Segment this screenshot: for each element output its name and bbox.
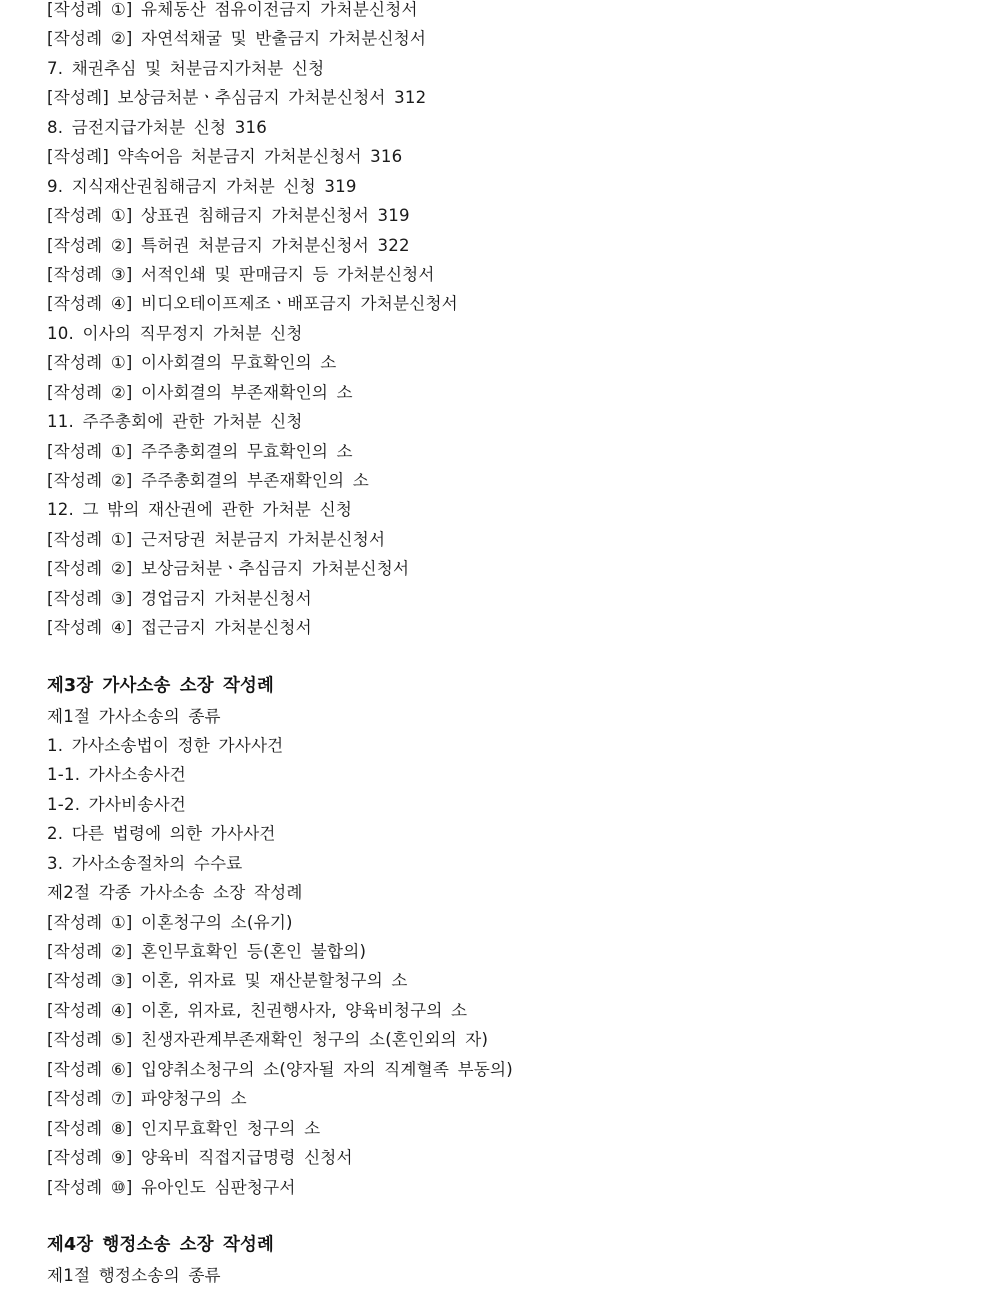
toc-line: 3. 가사소송절차의 수수료 — [47, 853, 243, 873]
toc-line: 제1절 가사소송의 종류 — [47, 706, 221, 726]
toc-line: [작성례 ①] 이혼청구의 소(유기) — [47, 912, 293, 932]
toc-line: [작성례 ②] 자연석채굴 및 반출금지 가처분신청서 — [47, 29, 427, 49]
toc-line: 12. 그 밖의 재산권에 관한 가처분 신청 — [47, 500, 353, 520]
toc-line: [작성례 ①] 상표권 침해금지 가처분신청서 319 — [47, 206, 410, 226]
toc-line: [작성례 ①] 유체동산 점유이전금지 가처분신청서 — [47, 0, 418, 19]
toc-line: 11. 주주총회에 관한 가처분 신청 — [47, 412, 303, 432]
toc-line: [작성례 ④] 이혼, 위자료, 친권행사자, 양육비청구의 소 — [47, 1000, 468, 1020]
toc-line: [작성례 ④] 비디오테이프제조ㆍ배포금지 가처분신청서 — [47, 294, 458, 314]
toc-line: [작성례 ⑤] 친생자관계부존재확인 청구의 소(혼인외의 자) — [47, 1030, 489, 1050]
toc-line: [작성례 ⑩] 유아인도 심판청구서 — [47, 1177, 296, 1197]
toc-line: [작성례 ⑥] 입양취소청구의 소(양자될 자의 직계혈족 부동의) — [47, 1059, 513, 1079]
toc-line: [작성례 ②] 이사회결의 부존재확인의 소 — [47, 382, 353, 402]
blank-line — [47, 643, 967, 672]
toc-line: 7. 채권추심 및 처분금지가처분 신청 — [47, 58, 325, 78]
toc-line: [작성례 ③] 이혼, 위자료 및 재산분할청구의 소 — [47, 971, 408, 991]
toc-line: [작성례 ②] 보상금처분ㆍ추심금지 가처분신청서 — [47, 559, 410, 579]
toc-line: [작성례 ②] 주주총회결의 부존재확인의 소 — [47, 471, 369, 490]
toc-line: 1-2. 가사비송사건 — [47, 794, 187, 814]
toc-line: [작성례 ①] 이사회결의 무효확인의 소 — [47, 353, 337, 373]
toc-line: 2. 다른 법령에 의한 가사사건 — [47, 824, 276, 844]
toc-line: 1-1. 가사소송사건 — [47, 765, 187, 785]
toc-line: [작성례 ③] 서적인쇄 및 판매금지 등 가처분신청서 — [47, 264, 435, 284]
toc-line: [작성례 ⑦] 파양청구의 소 — [47, 1089, 247, 1109]
toc-line: [작성례 ①] 주주총회결의 무효확인의 소 — [47, 441, 353, 461]
blank-line — [47, 1202, 967, 1231]
toc-line: [작성례 ①] 근저당권 처분금지 가처분신청서 — [47, 529, 386, 549]
table-of-contents — [47, 0, 967, 1290]
toc-line: [작성례 ⑧] 인지무효확인 청구의 소 — [47, 1118, 321, 1138]
toc-line: [작성례] 보상금처분ㆍ추심금지 가처분신청서 312 — [47, 88, 427, 108]
toc-line: [작성례 ②] 혼인무효확인 등(혼인 불합의) — [47, 942, 367, 961]
toc-line: 1. 가사소송법이 정한 가사사건 — [47, 735, 284, 755]
toc-line: 10. 이사의 직무정지 가처분 신청 — [47, 323, 303, 343]
toc-line: [작성례] 약속어음 처분금지 가처분신청서 316 — [47, 147, 403, 167]
toc-line: [작성례 ③] 경업금지 가처분신청서 — [47, 588, 312, 608]
toc-line: 8. 금전지급가처분 신청 316 — [47, 117, 267, 137]
toc-line: [작성례 ⑨] 양육비 직접지급명령 신청서 — [47, 1148, 353, 1168]
toc-line: 제1절 행정소송의 종류 — [47, 1265, 221, 1285]
chapter-heading: 제4장 행정소송 소장 작성례 — [47, 1235, 275, 1256]
chapter-heading: 제3장 가사소송 소장 작성례 — [47, 676, 275, 697]
toc-line: [작성례 ②] 특허권 처분금지 가처분신청서 322 — [47, 235, 410, 255]
toc-line: 9. 지식재산권침해금지 가처분 신청 319 — [47, 176, 357, 196]
toc-line: 제2절 각종 가사소송 소장 작성례 — [47, 883, 303, 903]
toc-line: [작성례 ④] 접근금지 가처분신청서 — [47, 618, 312, 638]
